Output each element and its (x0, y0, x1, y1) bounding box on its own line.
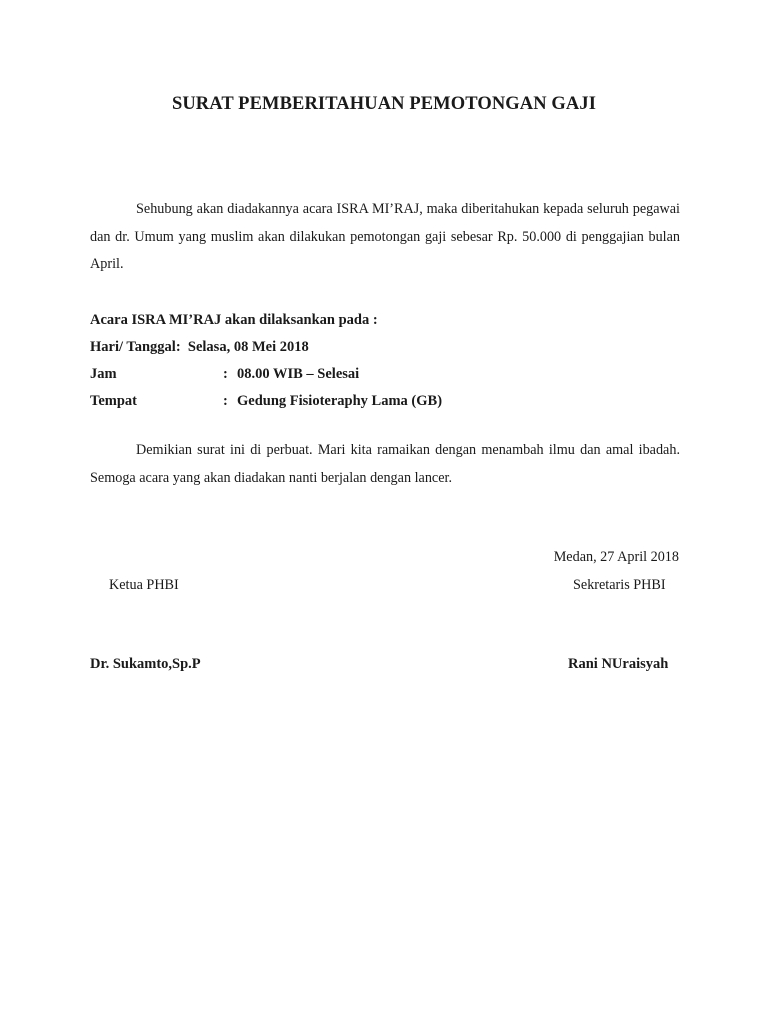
right-signatory-role: Sekretaris PHBI (573, 577, 666, 593)
detail-row-hari (90, 334, 309, 361)
opening-paragraph: Sehubung akan diadakannya acara ISRA MI’RAJ, maka diberitahukan kepada seluruh pegawai dan dr. Umum yang muslim akan dilakukan pemotongan gaji sebesar Rp. 50.000 di penggajian bulan April. (90, 201, 680, 272)
jam-colon: : (223, 366, 228, 382)
left-signatory-role: Ketua PHBI (109, 577, 179, 593)
letter-title: SURAT PEMBERITAHUAN PEMOTONGAN GAJI (171, 94, 597, 114)
jam-label: Jam (90, 366, 117, 382)
detail-row-jam (90, 361, 359, 388)
tempat-value: Gedung Fisioteraphy Lama (GB) (237, 393, 443, 409)
detail-row-tempat (90, 388, 442, 415)
tempat-label: Tempat (90, 393, 137, 409)
tempat-colon: : (223, 393, 228, 409)
left-signatory-name: Dr. Sukamto,Sp.P (90, 656, 201, 672)
right-signatory-name: Rani NUraisyah (568, 656, 669, 672)
hari-label: Hari/ Tanggal: (90, 339, 181, 355)
hari-value: Selasa, 08 Mei 2018 (187, 339, 309, 355)
event-heading: Acara ISRA MI’RAJ akan dilaksankan pada : (90, 312, 378, 328)
closing-paragraph: Demikian surat ini di perbuat. Mari kita ramaikan dengan menambah ilmu dan amal ibadah. Semoga acara yang akan diadakan nanti berjalan dengan lancer. (90, 442, 680, 486)
jam-value: 08.00 WIB – Selesai (237, 366, 360, 382)
place-date: Medan, 27 April 2018 (553, 549, 679, 565)
